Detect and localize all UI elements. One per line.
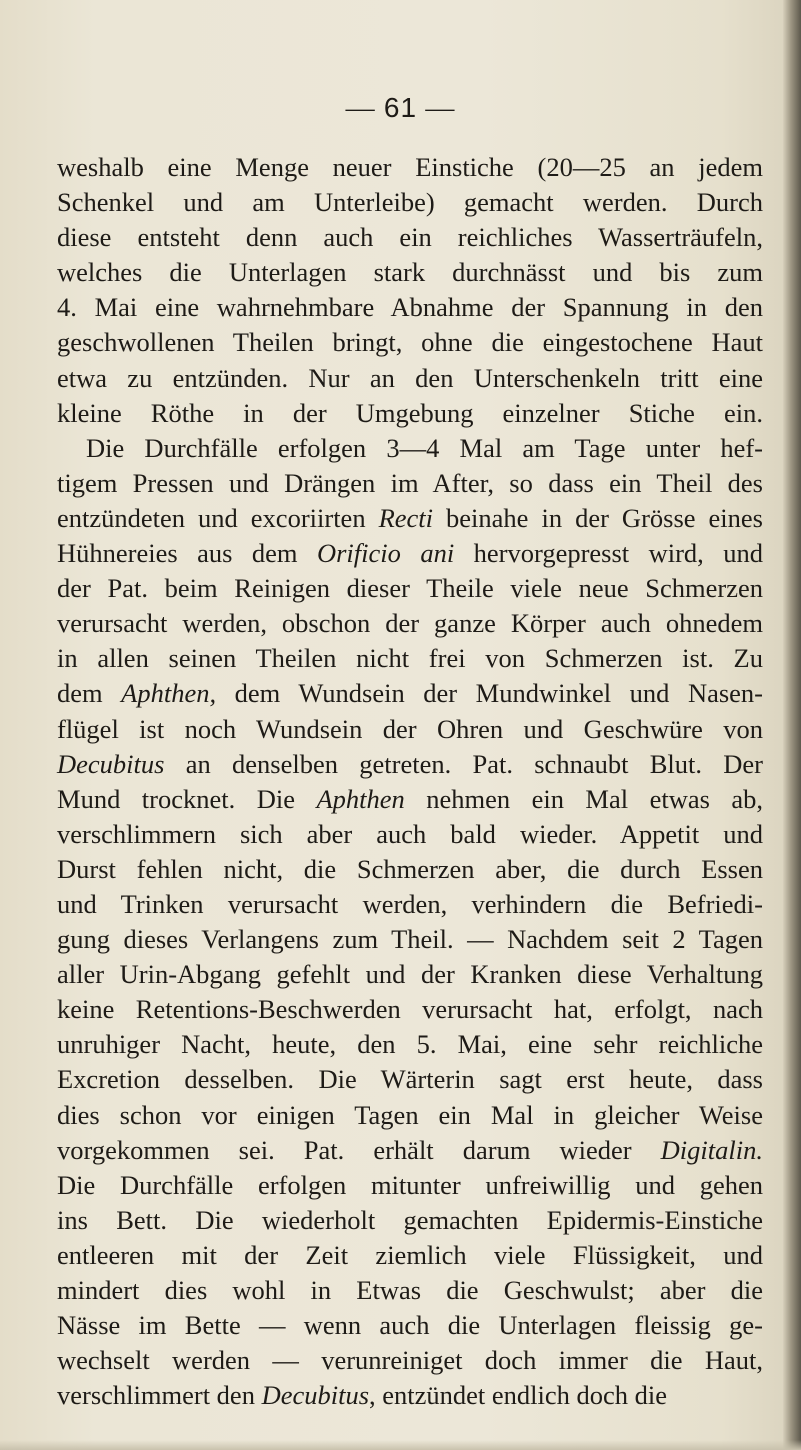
text-line [57,536,763,571]
text-run: nehmen ein Mal etwas ab, [404,783,764,814]
text-run: tigem Pressen und Drängen im After, so dass ein Theil des [57,467,763,498]
page-bottom-edge [0,1440,801,1450]
italic-term: Digitalin. [660,1134,763,1165]
text-run: Mund trocknet. Die [57,783,317,814]
text-line [57,1238,763,1273]
page-header [0,92,801,125]
text-line [57,1168,763,1203]
text-line [57,466,763,501]
text-run: flügel ist noch Wundsein der Ohren und Geschwüre von [57,713,763,744]
text-run: welches die Unterlagen stark durchnässt und bis zum [57,257,763,288]
text-run: Nässe im Bette — wenn auch die Unterlagen fleissig ge- [57,1310,763,1341]
text-line [57,571,763,606]
header-dash-right: — [425,92,456,124]
text-run: beinahe in der Grösse eines [433,502,763,533]
text-run: ins Bett. Die wiederholt gemachten Epidermis-Einstiche [57,1204,763,1235]
text-line [57,290,763,325]
italic-term: Decubitus [57,748,165,779]
text-run: kleine Röthe in der Umgebung einzelner Stiche ein. [57,397,763,428]
text-line [57,255,763,290]
text-run: Hühnereies aus dem [57,538,317,569]
text-run: Schenkel und am Unterleibe) gemacht werden. Durch [57,187,763,218]
page-edge-shadow [783,0,801,1450]
text-run: dem Wundsein der Mundwinkel und Nasen- [216,678,763,709]
text-run: Excretion desselben. Die Wärterin sagt erst heute, dass [57,1064,763,1095]
text-run: aller Urin-Abgang gefehlt und der Kranken diese Verhaltung [57,959,763,990]
text-line [57,396,763,431]
text-run: entzündeten und excoriirten [57,502,379,533]
text-line [57,747,763,782]
text-run: und Trinken verursacht werden, verhindern die Befriedi- [57,888,763,919]
text-line [57,817,763,852]
text-line [57,361,763,396]
text-line [57,887,763,922]
text-line [57,1343,763,1378]
text-run: weshalb eine Menge neuer Einstiche (20—25 an jedem [57,152,763,182]
text-run: gung dieses Verlangens zum Theil. — Nachdem seit 2 Tagen [57,924,763,955]
text-run: an denselben getreten. Pat. schnaubt Blut. Der [164,748,763,779]
italic-term: Decubitus [261,1380,370,1411]
text-run: keine Retentions-Beschwerden verursacht hat, erfolgt, nach [57,994,763,1025]
text-run: hervorgepresst wird, und [454,538,764,569]
text-line [57,1027,763,1062]
text-run: verursacht werden, obschon der ganze Körper auch ohnedem [57,608,763,639]
text-run: dies schon vor einigen Tagen ein Mal in gleicher Weise [57,1099,763,1130]
text-run: dem [57,678,122,709]
text-line [57,957,763,992]
text-run: Die Durchfälle erfolgen mitunter unfreiwillig und gehen [57,1169,763,1200]
text-line [57,501,763,536]
text-line [57,325,763,360]
italic-term: Aphthen [316,783,405,814]
text-line [57,1062,763,1097]
italic-term: Orificio ani [316,538,455,569]
text-line [57,1133,763,1168]
text-line [57,220,763,255]
text-line [57,1308,763,1343]
text-line [57,1378,763,1413]
italic-term: Recti [378,502,434,533]
text-line [57,992,763,1027]
text-line [57,606,763,641]
text-line [57,676,763,711]
text-run: diese entsteht denn auch ein reichliches Wasserträufeln, [57,222,763,253]
italic-term: Aphthen, [121,678,217,709]
header-dash-left: — [345,92,376,124]
text-run: verschlimmern sich aber auch bald wieder. Appetit und [57,818,763,849]
body-text [57,150,763,1413]
text-line [57,782,763,817]
text-run: Durst fehlen nicht, die Schmerzen aber, die durch Essen [57,853,763,884]
text-run: verschlimmert den [57,1380,262,1411]
text-run: unruhiger Nacht, heute, den 5. Mai, eine sehr reichliche [57,1029,763,1060]
text-line [57,641,763,676]
text-run: 4. Mai eine wahrnehmbare Abnahme der Spannung in den [57,292,763,323]
text-run: , entzündet endlich doch die [369,1380,668,1411]
text-run: vorgekommen sei. Pat. erhält darum wieder [57,1134,661,1165]
text-run: geschwollenen Theilen bringt, ohne die eingestochene Haut [57,327,763,358]
text-line [57,150,763,185]
text-line [57,922,763,957]
text-run: etwa zu entzünden. Nur an den Unterschenkeln tritt eine [57,362,763,393]
text-line [57,1098,763,1133]
text-run: entleeren mit der Zeit ziemlich viele Flüssigkeit, und [57,1239,763,1270]
text-line [57,185,763,220]
page-number: 61 [383,92,418,123]
text-line [57,431,763,466]
text-line [57,712,763,747]
text-run: wechselt werden — verunreiniget doch immer die Haut, [57,1345,763,1376]
text-run: in allen seinen Theilen nicht frei von Schmerzen ist. Zu [57,643,763,674]
text-line [57,1203,763,1238]
text-line [57,852,763,887]
text-run: mindert dies wohl in Etwas die Geschwulst; aber die [57,1275,763,1305]
text-line [57,1273,763,1308]
text-run: Die Durchfälle erfolgen 3—4 Mal am Tage unter hef- [86,432,763,463]
text-run: der Pat. beim Reinigen dieser Theile viele neue Schmerzen [57,573,763,604]
